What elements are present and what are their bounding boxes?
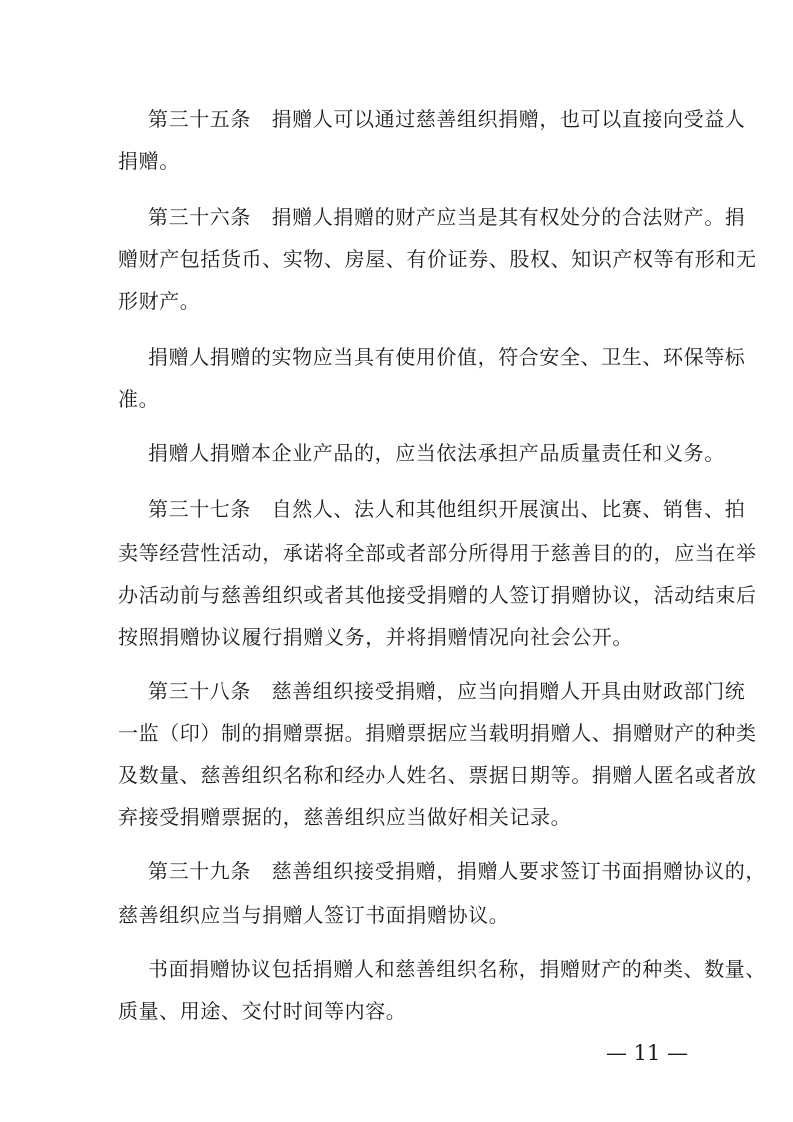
paragraph-item-donation-quality-line-2: 准。 [118,387,160,411]
paragraph-article-37-line-2: 卖等经营性活动，承诺将全部或者部分所得用于慈善目的的，应当在举 [118,541,757,565]
paragraph-item-enterprise-products-line-1: 捐赠人捐赠本企业产品的，应当依法承担产品质量责任和义务。 [148,441,725,465]
paragraph-article-39-line-2: 慈善组织应当与捐赠人签订书面捐赠协议。 [118,903,510,927]
paragraph-article-38-line-2: 一监（印）制的捐赠票据。捐赠票据应当载明捐赠人、捐赠财产的种类 [118,721,757,745]
paragraph-article-38-line-3: 及数量、慈善组织名称和经办人姓名、票据日期等。捐赠人匿名或者放 [118,763,757,787]
paragraph-article-38-line-4: 弃接受捐赠票据的，慈善组织应当做好相关记录。 [118,805,572,829]
paragraph-article-36-line-3: 形财产。 [118,289,201,313]
paragraph-item-written-agreement-line-2: 质量、用途、交付时间等内容。 [118,999,407,1023]
page-number: — 11 — [606,1041,689,1065]
paragraph-article-37-line-1: 第三十七条 自然人、法人和其他组织开展演出、比赛、销售、拍 [148,497,746,521]
paragraph-article-36-line-1: 第三十六条 捐赠人捐赠的财产应当是其有权处分的合法财产。捐 [148,205,746,229]
paragraph-article-37-line-3: 办活动前与慈善组织或者其他接受捐赠的人签订捐赠协议，活动结束后 [118,583,757,607]
paragraph-item-donation-quality-line-1: 捐赠人捐赠的实物应当具有使用价值，符合安全、卫生、环保等标 [148,345,746,369]
paragraph-article-37-line-4: 按照捐赠协议履行捐赠义务，并将捐赠情况向社会公开。 [118,625,633,649]
paragraph-article-38-line-1: 第三十八条 慈善组织接受捐赠，应当向捐赠人开具由财政部门统 [148,679,746,703]
paragraph-article-35-line-2: 捐赠。 [118,149,180,173]
paragraph-item-written-agreement-line-1: 书面捐赠协议包括捐赠人和慈善组织名称，捐赠财产的种类、数量、 [148,957,766,981]
paragraph-article-35-line-1: 第三十五条 捐赠人可以通过慈善组织捐赠，也可以直接向受益人 [148,107,746,131]
paragraph-article-39-line-1: 第三十九条 慈善组织接受捐赠，捐赠人要求签订书面捐赠协议的， [148,859,766,883]
paragraph-article-36-line-2: 赠财产包括货币、实物、房屋、有价证券、股权、知识产权等有形和无 [118,247,757,271]
